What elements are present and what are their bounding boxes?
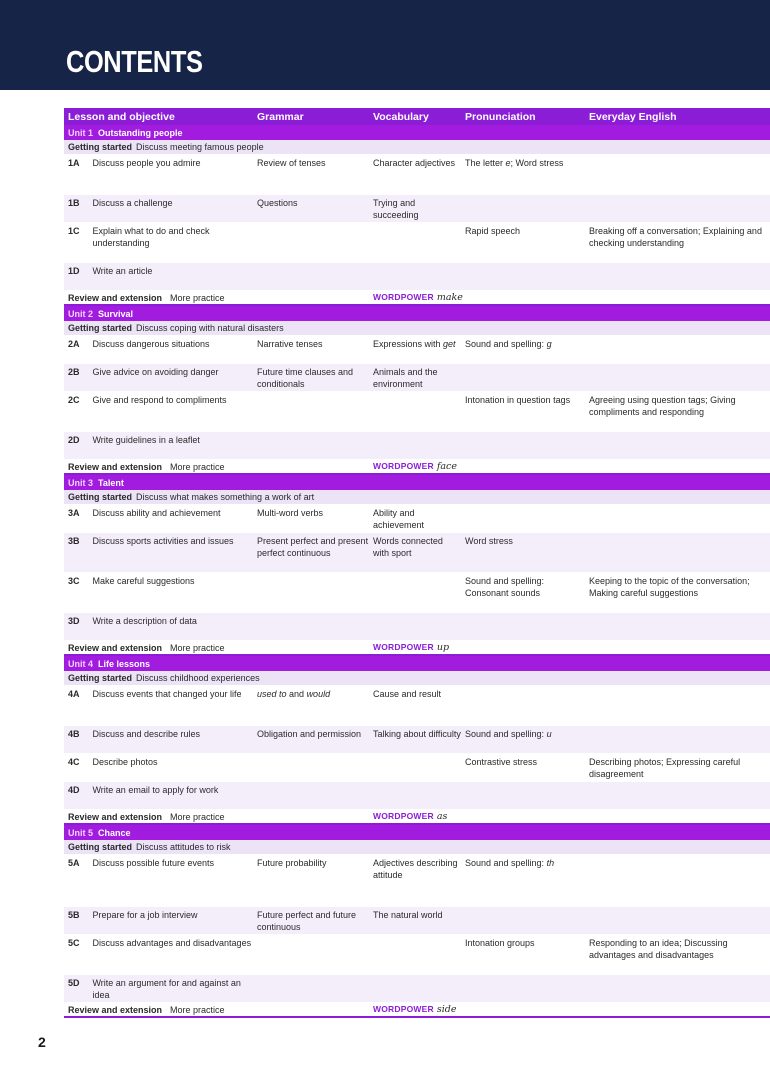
unit-header bbox=[64, 306, 770, 321]
wordpower-label: WORDPOWER bbox=[373, 642, 434, 652]
header-lesson: Lesson and objective bbox=[68, 111, 175, 123]
wordpower-cell bbox=[369, 461, 585, 472]
lesson-objective: Discuss sports activities and issues bbox=[92, 536, 234, 546]
pronunciation-cell: Intonation groups bbox=[465, 938, 535, 948]
vocabulary-cell: Ability and achievement bbox=[373, 508, 425, 530]
units-container bbox=[64, 125, 770, 1018]
lesson-row bbox=[64, 855, 770, 907]
wordpower-word: side bbox=[436, 1004, 457, 1015]
wordpower-cell bbox=[369, 642, 585, 653]
getting-started-label: Getting started bbox=[68, 842, 133, 852]
getting-started-row bbox=[64, 840, 770, 855]
lesson-row bbox=[64, 935, 770, 975]
review-label: Review and extension bbox=[68, 461, 163, 472]
lesson-code: 3D bbox=[68, 616, 80, 626]
header-everyday-english: Everyday English bbox=[589, 111, 677, 123]
lesson-objective-cell bbox=[64, 536, 253, 548]
review-cell bbox=[64, 462, 369, 472]
grammar-cell: Present perfect and present perfect continuous bbox=[257, 536, 369, 558]
lesson-row bbox=[64, 782, 770, 810]
grammar-cell: Future probability bbox=[257, 858, 327, 868]
everyday-english-cell: Agreeing using question tags; Giving compliments and responding bbox=[589, 395, 736, 417]
lesson-objective-cell bbox=[64, 616, 253, 628]
unit-number: Unit 1 bbox=[68, 127, 94, 138]
grammar-cell: Multi-word verbs bbox=[257, 508, 324, 518]
grammar-cell: Questions bbox=[257, 198, 298, 208]
getting-started-text: Discuss meeting famous people bbox=[136, 142, 264, 152]
lesson-row bbox=[64, 613, 770, 641]
lesson-objective-cell bbox=[64, 858, 253, 870]
pronunciation-cell: Rapid speech bbox=[465, 226, 521, 236]
lesson-code: 4B bbox=[68, 729, 80, 739]
vocabulary-cell: Animals and the environment bbox=[373, 367, 438, 389]
header-band bbox=[0, 0, 770, 90]
lesson-objective-cell bbox=[64, 367, 253, 379]
review-row bbox=[64, 641, 770, 656]
lesson-row bbox=[64, 726, 770, 754]
lesson-objective: Discuss and describe rules bbox=[92, 729, 201, 739]
lesson-objective-cell bbox=[64, 729, 253, 741]
getting-started-text: Discuss coping with natural disasters bbox=[136, 323, 284, 333]
lesson-objective: Write a description of data bbox=[92, 616, 197, 626]
vocabulary-cell: Talking about difficulty bbox=[373, 729, 461, 739]
getting-started-label: Getting started bbox=[68, 673, 133, 683]
lesson-objective-cell bbox=[64, 757, 253, 769]
getting-started-text: Discuss childhood experiences bbox=[136, 673, 260, 683]
lesson-objective-cell bbox=[64, 198, 253, 210]
getting-started-text: Discuss attitudes to risk bbox=[136, 842, 231, 852]
more-practice: More practice bbox=[170, 1004, 225, 1015]
pronunciation-cell: Sound and spelling: u bbox=[465, 729, 552, 739]
lesson-objective-cell bbox=[64, 689, 253, 701]
lesson-code: 4C bbox=[68, 757, 80, 767]
lesson-objective: Write guidelines in a leaflet bbox=[92, 435, 200, 445]
table-header bbox=[64, 108, 770, 125]
review-cell bbox=[64, 1005, 369, 1015]
pronunciation-cell: Intonation in question tags bbox=[465, 395, 571, 405]
lesson-code: 2A bbox=[68, 339, 80, 349]
lesson-row bbox=[64, 392, 770, 432]
lesson-objective-cell bbox=[64, 508, 253, 520]
lesson-objective-cell bbox=[64, 158, 253, 170]
lesson-objective: Make careful suggestions bbox=[92, 576, 195, 586]
wordpower-label: WORDPOWER bbox=[373, 811, 434, 821]
lesson-row bbox=[64, 573, 770, 613]
unit-name: Outstanding people bbox=[98, 127, 183, 138]
lesson-objective-cell bbox=[64, 395, 253, 407]
getting-started-text: Discuss what makes something a work of art bbox=[136, 492, 315, 502]
lesson-objective: Discuss ability and achievement bbox=[92, 508, 221, 518]
review-cell bbox=[64, 643, 369, 653]
grammar-cell: Review of tenses bbox=[257, 158, 326, 168]
lesson-code: 1C bbox=[68, 226, 80, 236]
pronunciation-cell: Contrastive stress bbox=[465, 757, 538, 767]
page-title: CONTENTS bbox=[66, 44, 203, 79]
vocabulary-cell: Cause and result bbox=[373, 689, 442, 699]
lesson-code: 3A bbox=[68, 508, 80, 518]
lesson-objective: Write an email to apply for work bbox=[92, 785, 219, 795]
more-practice: More practice bbox=[170, 811, 225, 822]
unit-header bbox=[64, 825, 770, 840]
lesson-objective: Write an argument for and against an idea bbox=[92, 978, 241, 1000]
lesson-code: 1A bbox=[68, 158, 80, 168]
wordpower-cell bbox=[369, 1004, 585, 1015]
lesson-code: 4D bbox=[68, 785, 80, 795]
unit-name: Talent bbox=[98, 477, 124, 488]
lesson-objective-cell bbox=[64, 576, 253, 588]
lesson-row bbox=[64, 336, 770, 364]
unit-number: Unit 4 bbox=[68, 658, 94, 669]
header-vocabulary: Vocabulary bbox=[373, 111, 429, 123]
wordpower-word: make bbox=[436, 292, 463, 303]
grammar-cell: Obligation and permission bbox=[257, 729, 362, 739]
lesson-objective-cell bbox=[64, 435, 253, 447]
lesson-objective: Write an article bbox=[92, 266, 153, 276]
vocabulary-cell: Expressions with get bbox=[373, 339, 456, 349]
lesson-objective: Discuss people you admire bbox=[92, 158, 201, 168]
unit-name: Chance bbox=[98, 827, 131, 838]
getting-started-row bbox=[64, 140, 770, 155]
lesson-row bbox=[64, 907, 770, 935]
lesson-objective-cell bbox=[64, 938, 253, 950]
pronunciation-cell: Sound and spelling: g bbox=[465, 339, 552, 349]
review-row bbox=[64, 460, 770, 475]
pronunciation-cell: Sound and spelling: th bbox=[465, 858, 555, 868]
lesson-row bbox=[64, 505, 770, 533]
wordpower-label: WORDPOWER bbox=[373, 292, 434, 302]
lesson-row bbox=[64, 533, 770, 573]
vocabulary-cell: Character adjectives bbox=[373, 158, 456, 168]
lesson-code: 5A bbox=[68, 858, 80, 868]
getting-started-label: Getting started bbox=[68, 492, 133, 502]
lesson-code: 3B bbox=[68, 536, 80, 546]
unit-header bbox=[64, 656, 770, 671]
pronunciation-cell: Sound and spelling: Consonant sounds bbox=[465, 576, 545, 598]
review-row bbox=[64, 810, 770, 825]
getting-started-label: Getting started bbox=[68, 323, 133, 333]
review-cell bbox=[64, 812, 369, 822]
lesson-row bbox=[64, 754, 770, 782]
lesson-objective: Describe photos bbox=[92, 757, 158, 767]
review-cell bbox=[64, 293, 369, 303]
lesson-objective: Prepare for a job interview bbox=[92, 910, 198, 920]
everyday-english-cell: Breaking off a conversation; Explaining and checking understanding bbox=[589, 226, 762, 248]
lesson-objective-cell bbox=[64, 339, 253, 351]
lesson-objective-cell bbox=[64, 910, 253, 922]
contents-table bbox=[64, 108, 770, 1018]
unit-header bbox=[64, 125, 770, 140]
lesson-objective-cell bbox=[64, 226, 253, 249]
lesson-row bbox=[64, 223, 770, 263]
more-practice: More practice bbox=[170, 292, 225, 303]
everyday-english-cell: Keeping to the topic of the conversation; Making careful suggestions bbox=[589, 576, 750, 598]
grammar-cell: used to and would bbox=[257, 689, 331, 699]
lesson-objective: Discuss advantages and disadvantages bbox=[92, 938, 252, 948]
lesson-row bbox=[64, 155, 770, 195]
page-number: 2 bbox=[38, 1034, 46, 1050]
wordpower-word: up bbox=[436, 642, 450, 653]
getting-started-row bbox=[64, 671, 770, 686]
unit-number: Unit 3 bbox=[68, 477, 94, 488]
wordpower-label: WORDPOWER bbox=[373, 1004, 434, 1014]
lesson-code: 3C bbox=[68, 576, 80, 586]
grammar-cell: Future perfect and future continuous bbox=[257, 910, 357, 932]
lesson-row bbox=[64, 975, 770, 1003]
lesson-row bbox=[64, 432, 770, 460]
vocabulary-cell: Adjectives describing attitude bbox=[373, 858, 458, 880]
review-label: Review and extension bbox=[68, 811, 163, 822]
lesson-code: 2D bbox=[68, 435, 80, 445]
wordpower-cell bbox=[369, 292, 585, 303]
lesson-code: 5D bbox=[68, 978, 80, 988]
pronunciation-cell: The letter e; Word stress bbox=[465, 158, 564, 168]
lesson-objective-cell bbox=[64, 266, 253, 278]
lesson-code: 5B bbox=[68, 910, 80, 920]
lesson-code: 5C bbox=[68, 938, 80, 948]
grammar-cell: Future time clauses and conditionals bbox=[257, 367, 354, 389]
lesson-code: 1D bbox=[68, 266, 80, 276]
unit-header bbox=[64, 475, 770, 490]
wordpower-word: face bbox=[436, 461, 457, 472]
review-row bbox=[64, 291, 770, 306]
pronunciation-cell: Word stress bbox=[465, 536, 513, 546]
everyday-english-cell: Describing photos; Expressing careful disagreement bbox=[589, 757, 741, 779]
wordpower-word: as bbox=[436, 811, 448, 822]
unit-number: Unit 5 bbox=[68, 827, 94, 838]
getting-started-label: Getting started bbox=[68, 142, 133, 152]
lesson-objective: Discuss events that changed your life bbox=[92, 689, 242, 699]
getting-started-row bbox=[64, 321, 770, 336]
unit-name: Survival bbox=[98, 308, 134, 319]
lesson-objective: Explain what to do and check understanding bbox=[92, 226, 210, 248]
everyday-english-cell: Responding to an idea; Discussing advantages and disadvantages bbox=[589, 938, 728, 960]
lesson-code: 2B bbox=[68, 367, 80, 377]
review-label: Review and extension bbox=[68, 642, 163, 653]
lesson-row bbox=[64, 263, 770, 291]
vocabulary-cell: The natural world bbox=[373, 910, 443, 920]
review-label: Review and extension bbox=[68, 1004, 163, 1015]
vocabulary-cell: Words connected with sport bbox=[373, 536, 443, 558]
lesson-objective-cell bbox=[64, 785, 253, 797]
lesson-objective: Discuss dangerous situations bbox=[92, 339, 210, 349]
grammar-cell: Narrative tenses bbox=[257, 339, 323, 349]
lesson-row bbox=[64, 686, 770, 726]
lesson-objective: Give and respond to compliments bbox=[92, 395, 227, 405]
lesson-row bbox=[64, 364, 770, 392]
more-practice: More practice bbox=[170, 642, 225, 653]
header-pronunciation: Pronunciation bbox=[465, 111, 536, 123]
lesson-code: 2C bbox=[68, 395, 80, 405]
lesson-code: 1B bbox=[68, 198, 80, 208]
lesson-objective: Discuss a challenge bbox=[92, 198, 173, 208]
more-practice: More practice bbox=[170, 461, 225, 472]
unit-number: Unit 2 bbox=[68, 308, 94, 319]
header-grammar: Grammar bbox=[257, 111, 304, 123]
getting-started-row bbox=[64, 490, 770, 505]
lesson-objective: Discuss possible future events bbox=[92, 858, 215, 868]
review-row bbox=[64, 1003, 770, 1018]
lesson-objective: Give advice on avoiding danger bbox=[92, 367, 219, 377]
wordpower-cell bbox=[369, 811, 585, 822]
wordpower-label: WORDPOWER bbox=[373, 461, 434, 471]
vocabulary-cell: Trying and succeeding bbox=[373, 198, 419, 220]
unit-name: Life lessons bbox=[98, 658, 151, 669]
review-label: Review and extension bbox=[68, 292, 163, 303]
lesson-objective-cell bbox=[64, 978, 253, 1001]
lesson-row bbox=[64, 195, 770, 223]
lesson-code: 4A bbox=[68, 689, 80, 699]
